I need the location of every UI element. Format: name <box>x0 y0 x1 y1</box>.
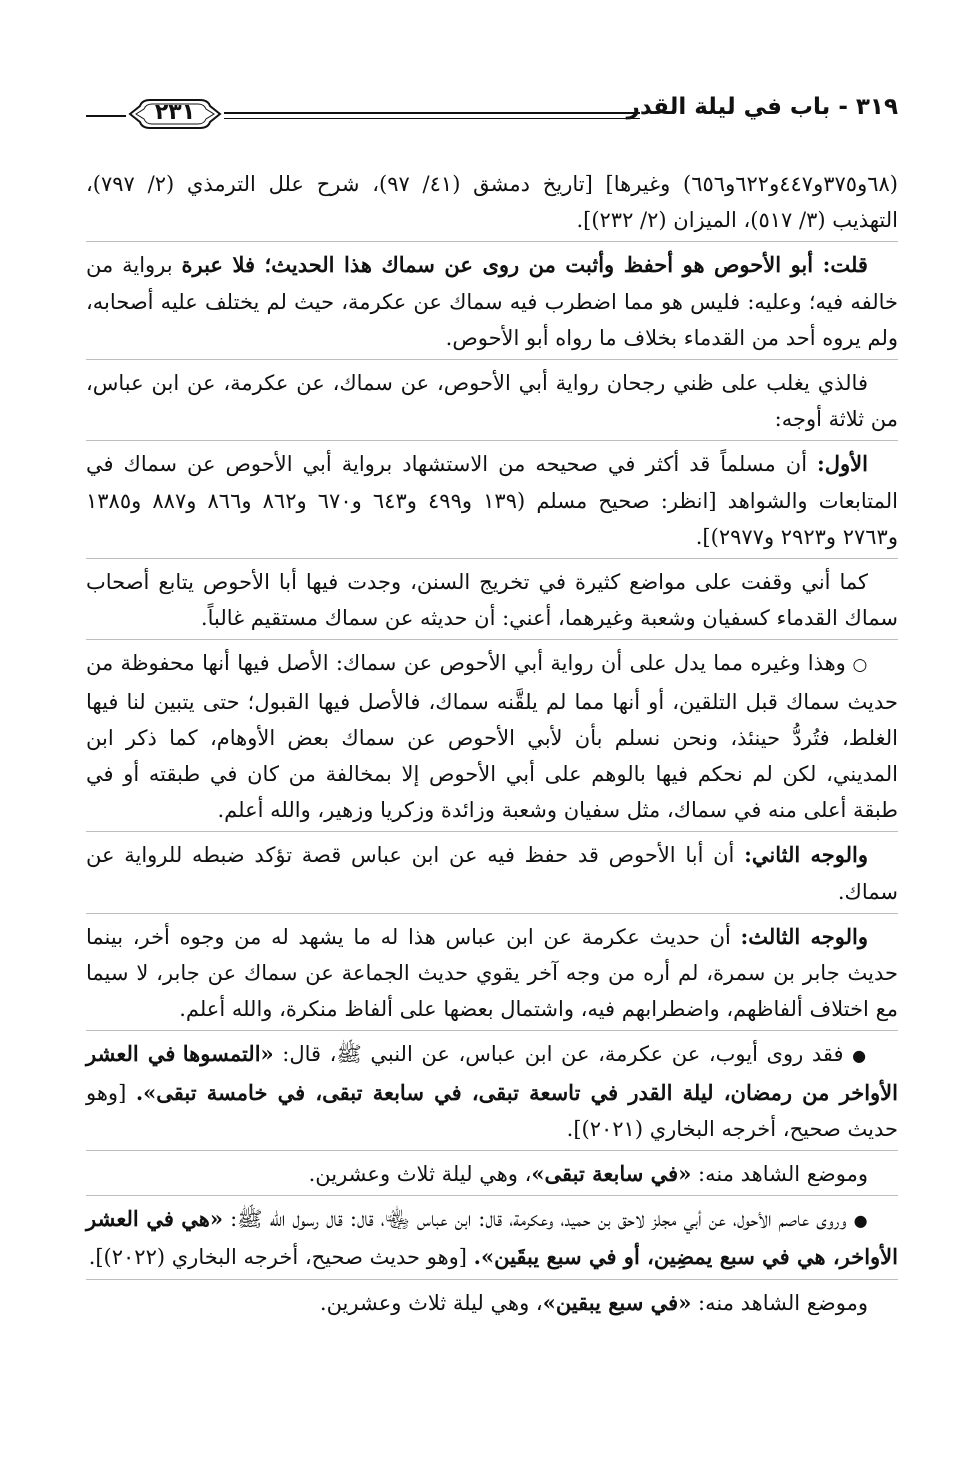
paragraph-tail: [وهو حديث صحيح، أخرجه البخاري (٢٠٢٢)]. <box>88 1245 474 1270</box>
paragraph-text: وموضع الشاهد منه: <box>691 1290 868 1315</box>
page-number-badge <box>128 94 222 134</box>
header-rule-left <box>86 115 126 117</box>
hadith-quote: «هي في العشر الأواخر، هي في سبع يمضِين، أو في سبع يبقَين». <box>86 1206 898 1270</box>
paragraph-tail: ، وهي ليلة ثلاث وعشرين. <box>308 1162 532 1187</box>
header-rule-right-thin <box>224 118 640 119</box>
paragraph <box>86 166 898 238</box>
paragraph-divider <box>86 359 898 360</box>
paragraph-lead: والوجه الثاني: <box>744 842 869 868</box>
paragraph-lead: قلت: أبو الأحوص هو أحفظ وأثبت من روى عن سماك هذا الحديث؛ فلا عبرة <box>181 252 868 278</box>
paragraph-divider <box>86 1030 898 1031</box>
paragraph-divider <box>86 1150 898 1151</box>
paragraph-text: وهذا وغيره مما يدل على أن رواية أبي الأحوص عن سماك: الأصل فيها أنها محفوظة من حديث سماك قبل التلقين، أو أنها مما لم يلقَّنه سماك، فالأصل فيها القبول؛ حتى يتبين لنا فيها الغلط، فتُردُّ حينئذ، ونحن نسلم بأن لأبي الأحوص عن سماك بعض الأوهام، كما ذكر ابن المديني، لكن لم نحكم فيها بالوهم على أبي الأحوص إلا بمخالفة من كان في طبقته أو في طبقة أعلى منه في سماك، مثل سفيان وشعبة وزائدة وزكريا وزهير، والله أعلم. <box>86 651 898 823</box>
paragraph <box>86 247 898 356</box>
paragraph-divider <box>86 639 898 640</box>
paragraph-divider <box>86 913 898 914</box>
paragraph <box>86 1285 898 1321</box>
hadith-quote: «في سبع يبقين» <box>542 1289 692 1315</box>
paragraph-tail: [وهو حديث صحيح، أخرجه البخاري (٢٠٢١)]. <box>86 1080 898 1141</box>
paragraph-text: وموضع الشاهد منه: <box>691 1162 868 1187</box>
hadith-quote: «في سابعة تبقى» <box>531 1161 692 1187</box>
paragraph <box>86 1156 898 1192</box>
running-title: ٣١٩ - باب في ليلة القدر <box>626 94 898 120</box>
paragraph <box>86 1201 898 1275</box>
paragraph-divider <box>86 831 898 832</box>
hadith-quote: «التمسوها في العشر الأواخر من رمضان، ليلة القدر في تاسعة تبقى، في سابعة تبقى، في خامسة تبقى». <box>86 1041 898 1105</box>
paragraph <box>86 919 898 1028</box>
paragraph-text: وروى عاصم الأحول، عن أبي مجلز لاحق بن حميد، وعكرمة، قال: ابن عباس ﵄، قال: قال رسول الله ﷺ: <box>222 1207 854 1232</box>
paragraph-text: كما أني وقفت على مواضع كثيرة في تخريج السنن، وجدت فيها أبا الأحوص يتابع أصحاب سماك القدماء كسفيان وشعبة وغيرهما، أعني: أن حديثه عن سماك مستقيم غالباً. <box>86 570 898 631</box>
paragraph-lead: الأول: <box>817 451 868 477</box>
paragraph-text: أن أبا الأحوص قد حفظ فيه عن ابن عباس قصة تؤكد ضبطه للرواية عن سماك. <box>86 843 898 904</box>
paragraph <box>86 564 898 636</box>
circle-marker-icon: ○ <box>852 655 868 676</box>
paragraph <box>86 365 898 437</box>
bullet-icon: ● <box>852 1046 868 1066</box>
paragraph <box>86 446 898 555</box>
paragraph-text: فقد روى أيوب، عن عكرمة، عن ابن عباس، عن النبي ﷺ، قال: <box>273 1042 853 1067</box>
paragraph-lead: والوجه الثالث: <box>740 923 869 949</box>
page-body <box>86 166 898 1321</box>
paragraph-text: فالذي يغلب على ظني رجحان رواية أبي الأحوص، عن سماك، عن عكرمة، عن ابن عباس، من ثلاثة أوجه: <box>86 371 898 432</box>
bullet-icon: ● <box>853 1211 868 1231</box>
paragraph <box>86 1036 898 1147</box>
header-rule-right <box>224 112 640 114</box>
paragraph <box>86 837 898 909</box>
paragraph-divider <box>86 1195 898 1196</box>
paragraph-divider <box>86 440 898 441</box>
page-header <box>86 84 898 150</box>
paragraph-text: (٦٨و٣٧٥و٤٤٧و٦٢٢و٦٥٦) وغيرها] [تاريخ دمشق (٤١/ ٩٧)، شرح علل الترمذي (٢/ ٧٩٧)، التهذيب (٣/ ٥١٧)، الميزان (٢/ ٢٣٢)]. <box>86 172 898 233</box>
page-number: ٢٣١ <box>154 100 196 125</box>
paragraph-text: برواية من خالفه فيه؛ وعليه: فليس هو مما اضطرب فيه سماك عن عكرمة، حيث لم يختلف عليه أصحابه، ولم يروه أحد من القدماء بخلاف ما رواه أبو الأحوص. <box>86 253 898 350</box>
paragraph-divider <box>86 1279 898 1280</box>
paragraph-divider <box>86 241 898 242</box>
paragraph <box>86 645 898 828</box>
paragraph-text: أن مسلماً قد أكثر في صحيحه من الاستشهاد برواية أبي الأحوص عن سماك في المتابعات والشواهد [انظر: صحيح مسلم (١٣٩ و٤٩٩ و٦٤٣ و٦٧٠ و٨٦٢ و٨٦٦ و٨٨٧ و١٣٨٥ و٢٧٦٣ و٢٩٢٣ و٢٩٧٧)]. <box>86 452 898 549</box>
paragraph-text: أن حديث عكرمة عن ابن عباس هذا له ما يشهد له من وجوه أخر، بينما حديث جابر بن سمرة، لم أره من وجه آخر يقوي حديث الجماعة عن سماك عن جابر، لا سيما مع اختلاف ألفاظهم، واضطرابهم فيه، واشتمال بعضها على ألفاظ منكرة، والله أعلم. <box>86 924 898 1022</box>
paragraph-tail: ، وهي ليلة ثلاث وعشرين. <box>319 1290 543 1315</box>
paragraph-divider <box>86 558 898 559</box>
